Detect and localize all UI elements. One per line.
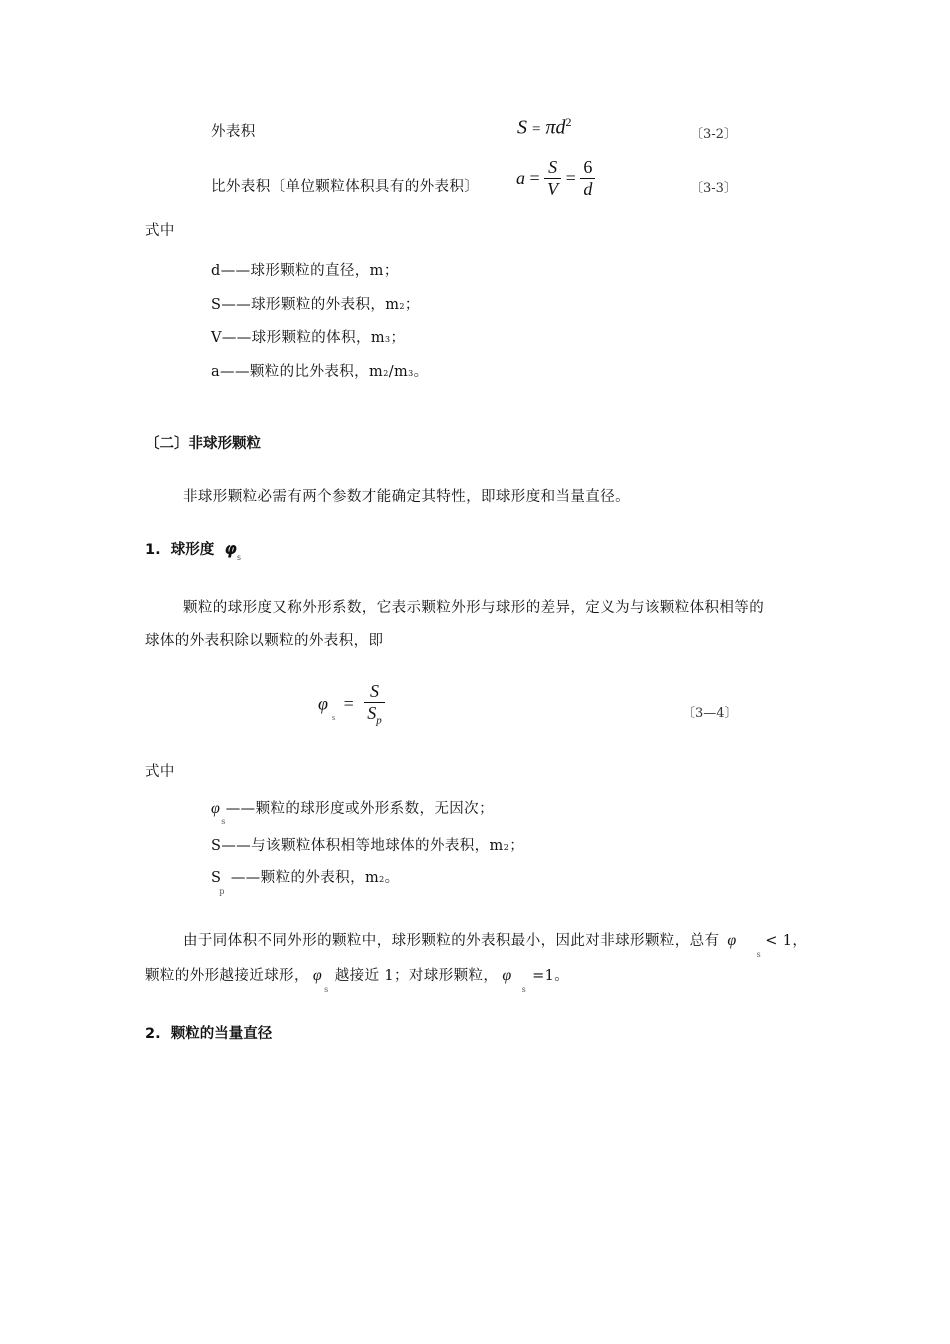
def-a-text: ——颗粒的比外表积，m (220, 364, 384, 380)
eq2-label: 外表积 (211, 124, 256, 140)
eq3-label: 比外表积〔单位颗粒体积具有的外表积〕 (211, 179, 480, 195)
def-sp-sup: 2 (379, 875, 385, 884)
subheading-sphericity (145, 538, 242, 562)
eq3-equals-1: = (529, 168, 540, 188)
eq2-d: d (555, 116, 566, 139)
paragraph-2-sub-s-2: s (324, 985, 329, 994)
eq4-sub-s: s (331, 712, 336, 722)
def-s2-text: ——与该颗粒体积相等地球体的外表积，m (221, 838, 504, 854)
eq3-formula (516, 157, 595, 200)
eq2-S: S (517, 116, 527, 139)
def-phi-text: ——颗粒的球形度或外形系数，无因次； (225, 801, 494, 817)
paragraph-2-line-2 (145, 964, 570, 994)
def-sp-text: ——颗粒的外表积，m (230, 870, 380, 886)
eq3-num-6: 6 (583, 157, 593, 177)
def-sp-sub: p (219, 887, 225, 896)
eq3-fraction-s-v (544, 157, 561, 200)
def-s-sphere (211, 834, 524, 855)
def-v-symbol: V (211, 330, 222, 346)
def-a-sup-1: 2 (383, 369, 389, 378)
eq4-fraction (364, 681, 385, 727)
sphericity-definition-line-2: 球体的外表积除以颗粒的外表积，即 (145, 633, 384, 649)
eq4-den-sub-p: p (376, 714, 382, 727)
eq3-fraction-6-d (580, 157, 595, 200)
def-sp (211, 866, 400, 896)
eq4-num-s: S (370, 681, 379, 701)
def-a-symbol: a (211, 364, 221, 380)
subheading-1-title: 球形度 (170, 542, 215, 558)
eq3-den-v: V (544, 178, 561, 200)
eq2-formula (517, 115, 572, 140)
intro-paragraph: 非球形颗粒必需有两个参数才能确定其特性，即球形度和当量直径。 (183, 489, 630, 505)
def-phi-symbol: φ (211, 800, 221, 817)
paragraph-2-phi-2: φ (312, 967, 323, 984)
paragraph-2-text-2a: 颗粒的外形越接近球形， (145, 968, 309, 984)
def-d (211, 259, 399, 280)
def-v-sup: 3 (385, 335, 391, 344)
subheading-2-number: 2. (145, 1026, 161, 1042)
where-label-2: 式中 (145, 764, 175, 780)
eq3-equals-2: = (565, 168, 576, 188)
paragraph-2-text-2c: =1。 (532, 968, 570, 984)
subheading-1-number: 1. (145, 542, 161, 558)
eq3-num-s: S (548, 157, 558, 177)
sphericity-definition-line-1: 颗粒的球形度又称外形系数，它表示颗粒外形与球形的差异，定义为与该颗粒体积相等的 (183, 600, 765, 616)
eq2-pi: π (545, 116, 556, 139)
def-a-end: 。 (413, 364, 429, 380)
def-v-end: ； (390, 330, 406, 346)
def-s2-end: ； (509, 838, 525, 854)
paragraph-2-text-1: 由于同体积不同外形的颗粒中，球形颗粒的外表积最小，因此对非球形颗粒，总有 (183, 933, 720, 949)
paragraph-2-phi-1: φ (727, 932, 737, 949)
subheading-1-phi: φ (224, 539, 237, 558)
paragraph-2-line-1 (183, 929, 808, 959)
def-s-text: ——球形颗粒的外表积，m (221, 297, 400, 313)
def-a-mid: /m (388, 364, 409, 380)
def-s-sup: 2 (399, 302, 405, 311)
paragraph-2-lt-one: < 1， (765, 933, 808, 949)
def-phi-sub: s (221, 817, 226, 826)
eq4-phi: φ (318, 693, 328, 714)
paragraph-2-phi-3: φ (502, 967, 512, 984)
def-a-sup-2: 3 (408, 369, 414, 378)
def-sp-end: 。 (384, 870, 400, 886)
eq4-formula (318, 681, 385, 727)
subheading-1-sub-s: s (236, 553, 242, 562)
paragraph-2-text-2b: 越接近 1；对球形颗粒， (334, 968, 499, 984)
def-phi-s (211, 797, 494, 826)
def-s-end: ； (404, 297, 420, 313)
def-v (211, 326, 405, 347)
eq3-a: a (516, 168, 525, 188)
section-heading-nonspherical: 〔二〕非球形颗粒 (145, 436, 261, 452)
def-v-text: ——球形颗粒的体积，m (221, 330, 386, 346)
eq4-equals: = (343, 693, 354, 714)
def-s2-symbol: S (211, 838, 222, 854)
subheading-2-title: 颗粒的当量直径 (170, 1026, 273, 1042)
def-sp-symbol: S (211, 870, 222, 886)
eq4-den-s: S (367, 703, 377, 723)
def-a (211, 360, 429, 381)
eq3-den-d: d (580, 178, 595, 200)
subheading-equivalent-diameter (145, 1022, 272, 1043)
paragraph-2-sub-s-3: s (521, 985, 527, 994)
eq2-equals: = (532, 121, 541, 138)
def-s2-sup: 2 (503, 843, 510, 852)
eq2-number: 〔3-2〕 (690, 127, 737, 142)
eq4-number: 〔3—4〕 (682, 706, 738, 721)
def-d-symbol: d (211, 263, 221, 279)
paragraph-2-sub-s-1: s (756, 950, 762, 959)
eq2-exponent: 2 (565, 115, 572, 129)
def-d-text: ——球形颗粒的直径，m； (220, 263, 399, 279)
def-s (211, 293, 420, 314)
eq4-den (364, 702, 385, 727)
where-label-1: 式中 (145, 223, 175, 239)
eq3-number: 〔3-3〕 (690, 181, 737, 196)
def-s-symbol: S (211, 297, 222, 313)
